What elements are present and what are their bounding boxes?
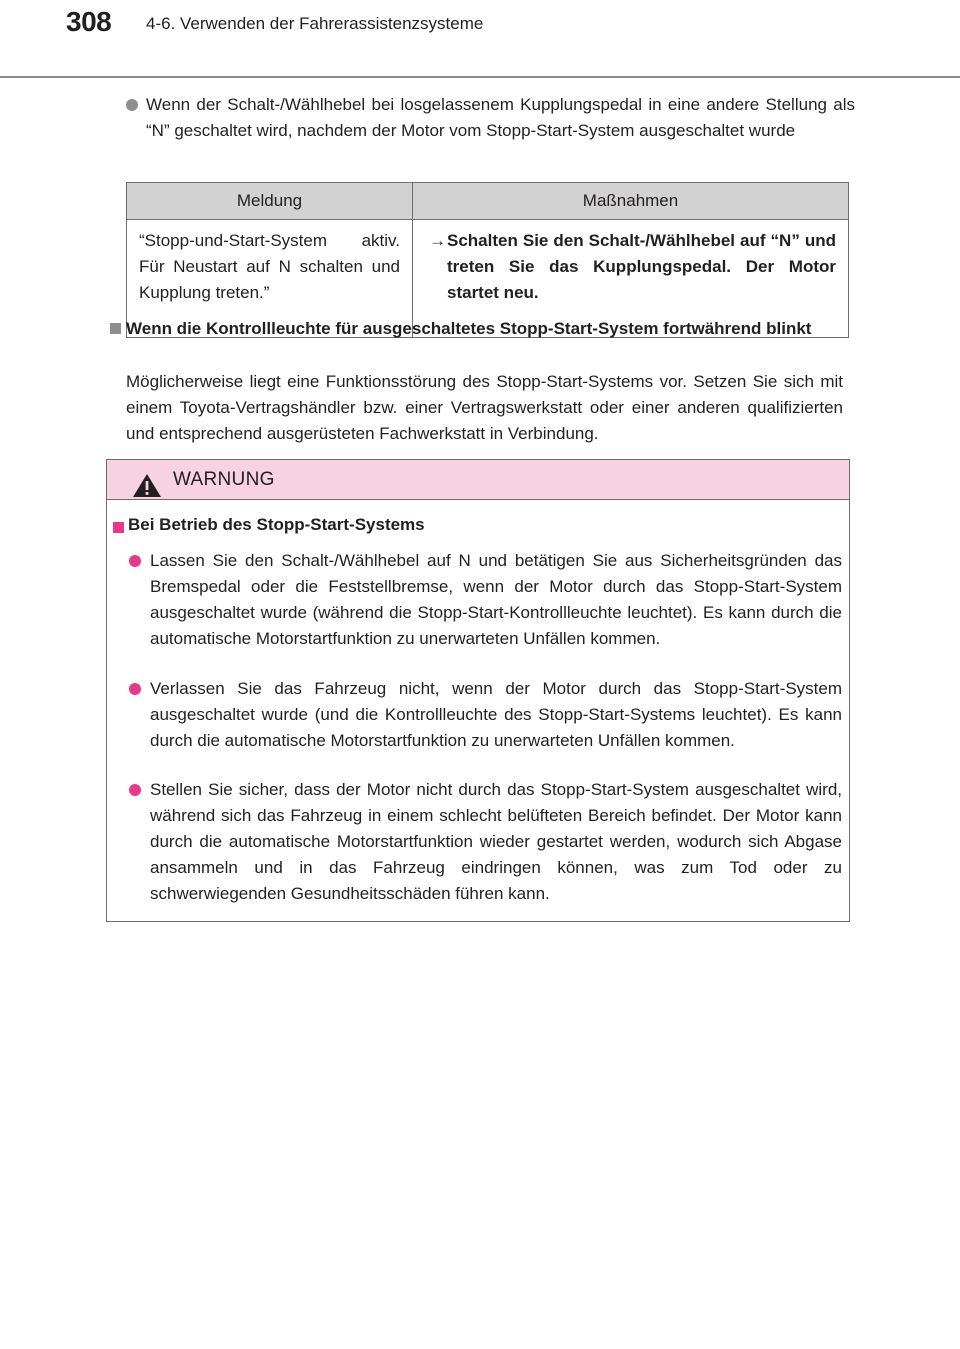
section-title: 4-6. Verwenden der Fahrerassistenzsysteme [146, 14, 484, 33]
warning-title: WARNUNG [173, 469, 275, 490]
warning-header [107, 460, 849, 500]
action-text: Schalten Sie den Schalt-/Wählhebel auf “N” und treten Sie das Kupplungspedal. Der Motor startet neu. [447, 231, 836, 302]
pink-square-bullet-icon [113, 522, 124, 533]
arrow-icon: → [429, 231, 446, 250]
gray-bullet-dot-icon [126, 99, 138, 111]
table-header-row [127, 183, 849, 220]
column-header-massnahmen: Maßnahmen [413, 183, 849, 220]
message-table [126, 182, 849, 338]
section-heading: Wenn die Kontrollleuchte für ausgeschaltetes Stopp-Start-System fortwährend blinkt [126, 319, 812, 338]
pink-bullet-dot-icon [129, 555, 141, 567]
pink-bullet-dot-icon [129, 784, 141, 796]
warning-triangle-icon [132, 473, 162, 498]
bullet-paragraph: Wenn der Schalt-/Wählhebel bei losgelassenem Kupplungspedal in eine andere Stellung als “N” geschaltet wird, nachdem der Motor vom Stopp-Start-System ausgeschaltet wurde [146, 95, 855, 140]
warning-item: Lassen Sie den Schalt-/Wählhebel auf N und betätigen Sie aus Sicherheitsgründen das Bremspedal oder die Feststellbremse, wenn der Motor durch das Stopp-Start-System ausgeschaltet wurde (während die Stopp-Start-Kontrollleuchte leuchtet). Es kann durch die automatische Motorstartfunktion zu unerwarteten Unfällen kommen. [150, 551, 842, 648]
section-body: Möglicherweise liegt eine Funktionsstörung des Stopp-Start-Systems vor. Setzen Sie sich mit einem Toyota-Vertragshändler bzw. einer Vertragswerkstatt oder einer anderen qualifizierten und entsprechend ausgerüsteten Fachwerkstatt in Verbindung. [126, 372, 843, 443]
column-header-meldung: Meldung [127, 183, 413, 220]
page-header [0, 0, 960, 78]
warning-subheading: Bei Betrieb des Stopp-Start-Systems [128, 515, 425, 534]
gray-square-bullet-icon [110, 323, 121, 334]
header-rule [0, 76, 960, 78]
page-number: 308 [66, 6, 112, 37]
message-cell: “Stopp-und-Start-System aktiv. Für Neustart auf N schalten und Kupplung treten.” [127, 220, 413, 338]
warning-item: Verlassen Sie das Fahrzeug nicht, wenn der Motor durch das Stopp-Start-System ausgeschaltet wurde (und die Kontrollleuchte des Stopp-Start-Systems leuchtet). Es kann durch die automatische Motorstartfunktion zu unerwarteten Unfällen kommen. [150, 679, 842, 750]
warning-box [106, 459, 850, 922]
warning-item: Stellen Sie sicher, dass der Motor nicht durch das Stopp-Start-System ausgeschaltet wird, während sich das Fahrzeug in einem schlecht belüfteten Bereich befindet. Der Motor kann durch die automatische Motorstartfunktion wieder gestartet werden, wodurch sich Abgase ansammeln und in das Fahrzeug eindringen können, was zum Tod oder zu schwerwiegenden Gesundheitsschäden führen kann. [150, 780, 842, 903]
pink-bullet-dot-icon [129, 683, 141, 695]
